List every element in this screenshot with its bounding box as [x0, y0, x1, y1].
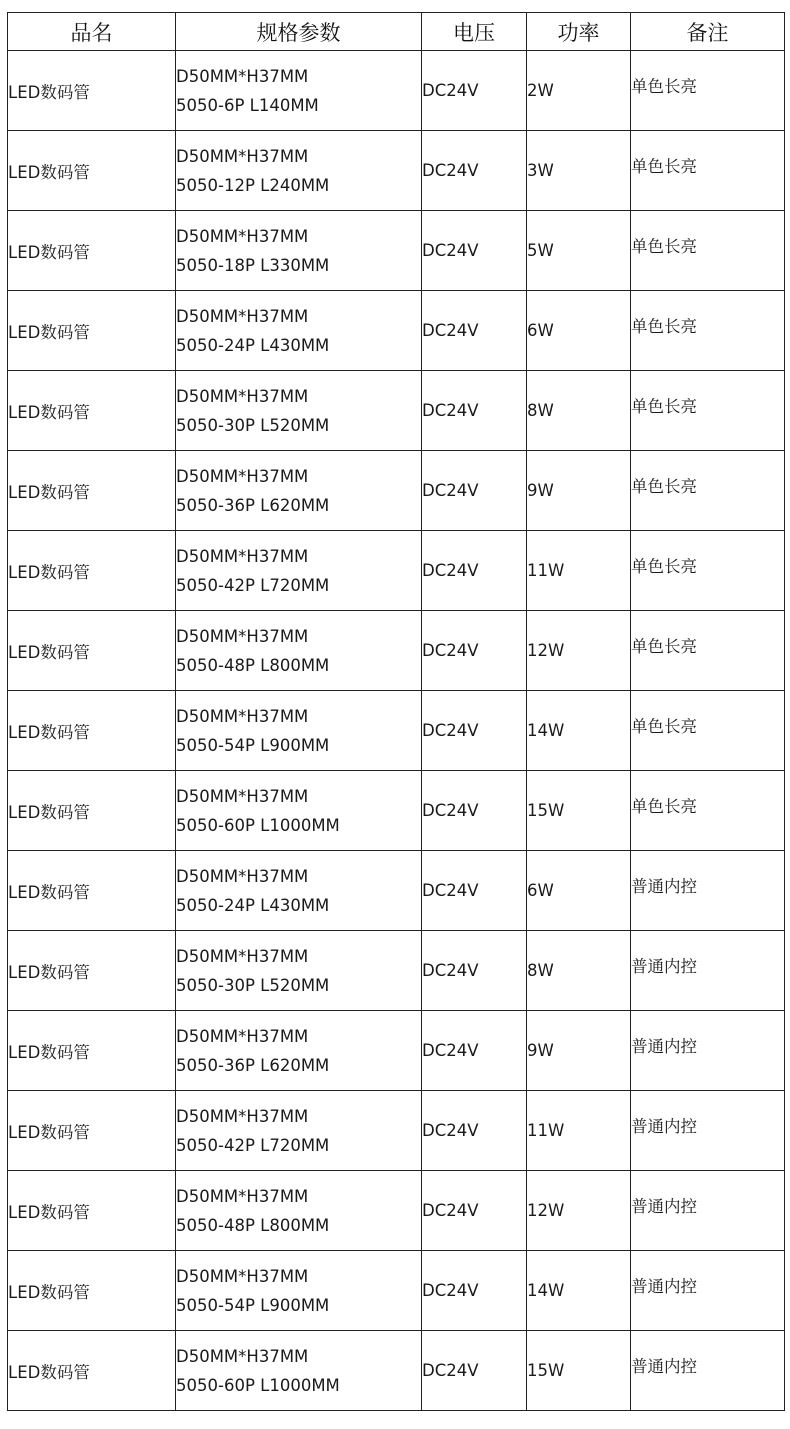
power-text: 2W [527, 81, 554, 100]
spec-dimensions: D50MM*H37MM [176, 706, 309, 726]
voltage-text: DC24V [422, 81, 479, 100]
note-cell [631, 51, 785, 131]
product-name-text: LED数码管 [8, 562, 90, 582]
power-text: 11W [527, 1121, 565, 1140]
product-name-cell [8, 931, 176, 1011]
product-name-text: LED数码管 [8, 162, 90, 182]
voltage-text: DC24V [422, 1201, 479, 1220]
voltage-text: DC24V [422, 481, 479, 500]
note-cell [631, 851, 785, 931]
spec-led-length: 5050-54P L900MM [176, 735, 330, 755]
product-name-text: LED数码管 [8, 1122, 90, 1142]
spec-cell [176, 1331, 422, 1411]
spec-dimensions: D50MM*H37MM [176, 66, 309, 86]
voltage-cell [422, 1011, 527, 1091]
note-text: 单色长亮 [631, 796, 697, 816]
voltage-text: DC24V [422, 721, 479, 740]
note-cell [631, 1251, 785, 1331]
note-cell [631, 531, 785, 611]
spec-led-length: 5050-54P L900MM [176, 1295, 330, 1315]
table-row [8, 451, 785, 531]
power-cell [527, 1011, 631, 1091]
spec-cell [176, 611, 422, 691]
note-cell [631, 131, 785, 211]
spec-led-length: 5050-48P L800MM [176, 1215, 330, 1235]
header-product-name: 品名 [8, 13, 176, 51]
product-name-cell [8, 1251, 176, 1331]
voltage-text: DC24V [422, 961, 479, 980]
spec-cell [176, 1171, 422, 1251]
power-cell [527, 1091, 631, 1171]
spec-cell [176, 211, 422, 291]
spec-cell [176, 291, 422, 371]
voltage-text: DC24V [422, 1361, 479, 1380]
spec-cell [176, 931, 422, 1011]
voltage-text: DC24V [422, 881, 479, 900]
table-row [8, 611, 785, 691]
product-name-cell [8, 451, 176, 531]
product-name-text: LED数码管 [8, 1282, 90, 1302]
note-cell [631, 611, 785, 691]
voltage-text: DC24V [422, 321, 479, 340]
product-name-text: LED数码管 [8, 802, 90, 822]
note-text: 普通内控 [631, 876, 697, 896]
power-text: 6W [527, 321, 554, 340]
table-row [8, 1171, 785, 1251]
spec-led-length: 5050-60P L1000MM [176, 815, 340, 835]
product-name-cell [8, 51, 176, 131]
note-text: 单色长亮 [631, 556, 697, 576]
product-name-text: LED数码管 [8, 82, 90, 102]
note-cell [631, 291, 785, 371]
power-text: 12W [527, 1201, 565, 1220]
spec-dimensions: D50MM*H37MM [176, 1186, 309, 1206]
spec-led-length: 5050-60P L1000MM [176, 1375, 340, 1395]
spec-dimensions: D50MM*H37MM [176, 1106, 309, 1126]
power-text: 9W [527, 481, 554, 500]
product-name-cell [8, 131, 176, 211]
spec-led-length: 5050-6P L140MM [176, 95, 319, 115]
spec-cell [176, 1251, 422, 1331]
voltage-cell [422, 371, 527, 451]
voltage-cell [422, 211, 527, 291]
spec-dimensions: D50MM*H37MM [176, 306, 309, 326]
spec-led-length: 5050-30P L520MM [176, 975, 330, 995]
voltage-text: DC24V [422, 401, 479, 420]
table-row [8, 51, 785, 131]
voltage-cell [422, 851, 527, 931]
voltage-cell [422, 691, 527, 771]
power-text: 6W [527, 881, 554, 900]
note-text: 单色长亮 [631, 396, 697, 416]
spec-led-length: 5050-42P L720MM [176, 575, 330, 595]
note-cell [631, 1011, 785, 1091]
power-cell [527, 1331, 631, 1411]
note-text: 单色长亮 [631, 316, 697, 336]
table-row [8, 531, 785, 611]
voltage-cell [422, 1251, 527, 1331]
voltage-cell [422, 291, 527, 371]
voltage-text: DC24V [422, 561, 479, 580]
note-cell [631, 1091, 785, 1171]
spec-led-length: 5050-18P L330MM [176, 255, 330, 275]
spec-led-length: 5050-36P L620MM [176, 1055, 330, 1075]
power-text: 14W [527, 721, 565, 740]
table-row [8, 211, 785, 291]
voltage-text: DC24V [422, 1121, 479, 1140]
product-name-cell [8, 1331, 176, 1411]
spec-dimensions: D50MM*H37MM [176, 1026, 309, 1046]
table-body [8, 51, 785, 1411]
power-cell [527, 851, 631, 931]
product-name-text: LED数码管 [8, 1362, 90, 1382]
spec-led-length: 5050-30P L520MM [176, 415, 330, 435]
product-name-text: LED数码管 [8, 882, 90, 902]
power-text: 11W [527, 561, 565, 580]
spec-dimensions: D50MM*H37MM [176, 786, 309, 806]
voltage-text: DC24V [422, 641, 479, 660]
spec-cell [176, 51, 422, 131]
table-row [8, 771, 785, 851]
note-text: 普通内控 [631, 956, 697, 976]
product-name-text: LED数码管 [8, 482, 90, 502]
power-text: 15W [527, 1361, 565, 1380]
product-name-cell [8, 691, 176, 771]
product-name-cell [8, 291, 176, 371]
power-text: 15W [527, 801, 565, 820]
spec-table [7, 12, 785, 1411]
spec-cell [176, 371, 422, 451]
table-row [8, 1011, 785, 1091]
voltage-cell [422, 1091, 527, 1171]
note-cell [631, 691, 785, 771]
header-voltage: 电压 [422, 13, 527, 51]
product-name-text: LED数码管 [8, 962, 90, 982]
table-row [8, 851, 785, 931]
table-row [8, 1091, 785, 1171]
spec-cell [176, 131, 422, 211]
note-cell [631, 1171, 785, 1251]
note-cell [631, 371, 785, 451]
spec-led-length: 5050-12P L240MM [176, 175, 330, 195]
product-name-text: LED数码管 [8, 322, 90, 342]
voltage-text: DC24V [422, 1281, 479, 1300]
table-row [8, 691, 785, 771]
spec-cell [176, 691, 422, 771]
spec-dimensions: D50MM*H37MM [176, 386, 309, 406]
voltage-text: DC24V [422, 241, 479, 260]
note-text: 单色长亮 [631, 76, 697, 96]
spec-dimensions: D50MM*H37MM [176, 546, 309, 566]
product-name-cell [8, 531, 176, 611]
table-row [8, 131, 785, 211]
voltage-cell [422, 51, 527, 131]
note-text: 普通内控 [631, 1116, 697, 1136]
spec-dimensions: D50MM*H37MM [176, 1346, 309, 1366]
note-text: 普通内控 [631, 1196, 697, 1216]
voltage-cell [422, 451, 527, 531]
spec-cell [176, 1091, 422, 1171]
product-name-cell [8, 851, 176, 931]
note-text: 单色长亮 [631, 716, 697, 736]
voltage-cell [422, 131, 527, 211]
power-cell [527, 451, 631, 531]
power-text: 12W [527, 641, 565, 660]
product-name-cell [8, 611, 176, 691]
note-cell [631, 771, 785, 851]
note-text: 单色长亮 [631, 476, 697, 496]
power-text: 14W [527, 1281, 565, 1300]
product-name-text: LED数码管 [8, 1202, 90, 1222]
product-name-text: LED数码管 [8, 722, 90, 742]
product-name-cell [8, 1171, 176, 1251]
spec-led-length: 5050-24P L430MM [176, 335, 330, 355]
power-cell [527, 51, 631, 131]
note-cell [631, 1331, 785, 1411]
power-cell [527, 691, 631, 771]
table-row [8, 371, 785, 451]
power-cell [527, 371, 631, 451]
spec-led-length: 5050-36P L620MM [176, 495, 330, 515]
note-cell [631, 451, 785, 531]
product-name-text: LED数码管 [8, 642, 90, 662]
voltage-text: DC24V [422, 801, 479, 820]
table-row [8, 1251, 785, 1331]
note-text: 普通内控 [631, 1356, 697, 1376]
spec-dimensions: D50MM*H37MM [176, 946, 309, 966]
note-cell [631, 931, 785, 1011]
power-cell [527, 771, 631, 851]
table-row [8, 291, 785, 371]
voltage-text: DC24V [422, 1041, 479, 1060]
note-text: 单色长亮 [631, 156, 697, 176]
spec-dimensions: D50MM*H37MM [176, 866, 309, 886]
voltage-cell [422, 1171, 527, 1251]
voltage-cell [422, 531, 527, 611]
power-cell [527, 131, 631, 211]
spec-led-length: 5050-42P L720MM [176, 1135, 330, 1155]
note-text: 单色长亮 [631, 236, 697, 256]
note-text: 单色长亮 [631, 636, 697, 656]
power-cell [527, 291, 631, 371]
power-cell [527, 611, 631, 691]
spec-dimensions: D50MM*H37MM [176, 226, 309, 246]
power-text: 8W [527, 401, 554, 420]
voltage-cell [422, 611, 527, 691]
power-text: 9W [527, 1041, 554, 1060]
spec-cell [176, 851, 422, 931]
product-name-cell [8, 1011, 176, 1091]
power-cell [527, 931, 631, 1011]
product-name-text: LED数码管 [8, 402, 90, 422]
power-cell [527, 211, 631, 291]
spec-dimensions: D50MM*H37MM [176, 146, 309, 166]
header-power: 功率 [527, 13, 631, 51]
voltage-text: DC24V [422, 161, 479, 180]
power-cell [527, 1251, 631, 1331]
power-cell [527, 531, 631, 611]
product-name-text: LED数码管 [8, 242, 90, 262]
product-name-cell [8, 371, 176, 451]
power-cell [527, 1171, 631, 1251]
power-text: 8W [527, 961, 554, 980]
header-spec: 规格参数 [176, 13, 422, 51]
note-text: 普通内控 [631, 1276, 697, 1296]
voltage-cell [422, 931, 527, 1011]
spec-cell [176, 1011, 422, 1091]
product-name-cell [8, 771, 176, 851]
spec-cell [176, 451, 422, 531]
spec-led-length: 5050-24P L430MM [176, 895, 330, 915]
spec-dimensions: D50MM*H37MM [176, 626, 309, 646]
spec-cell [176, 771, 422, 851]
product-name-cell [8, 211, 176, 291]
header-row [8, 13, 785, 51]
note-cell [631, 211, 785, 291]
product-name-cell [8, 1091, 176, 1171]
spec-dimensions: D50MM*H37MM [176, 466, 309, 486]
table-row [8, 931, 785, 1011]
voltage-cell [422, 771, 527, 851]
voltage-cell [422, 1331, 527, 1411]
power-text: 5W [527, 241, 554, 260]
spec-led-length: 5050-48P L800MM [176, 655, 330, 675]
note-text: 普通内控 [631, 1036, 697, 1056]
spec-cell [176, 531, 422, 611]
product-name-text: LED数码管 [8, 1042, 90, 1062]
power-text: 3W [527, 161, 554, 180]
header-note: 备注 [631, 13, 785, 51]
table-row [8, 1331, 785, 1411]
spec-dimensions: D50MM*H37MM [176, 1266, 309, 1286]
